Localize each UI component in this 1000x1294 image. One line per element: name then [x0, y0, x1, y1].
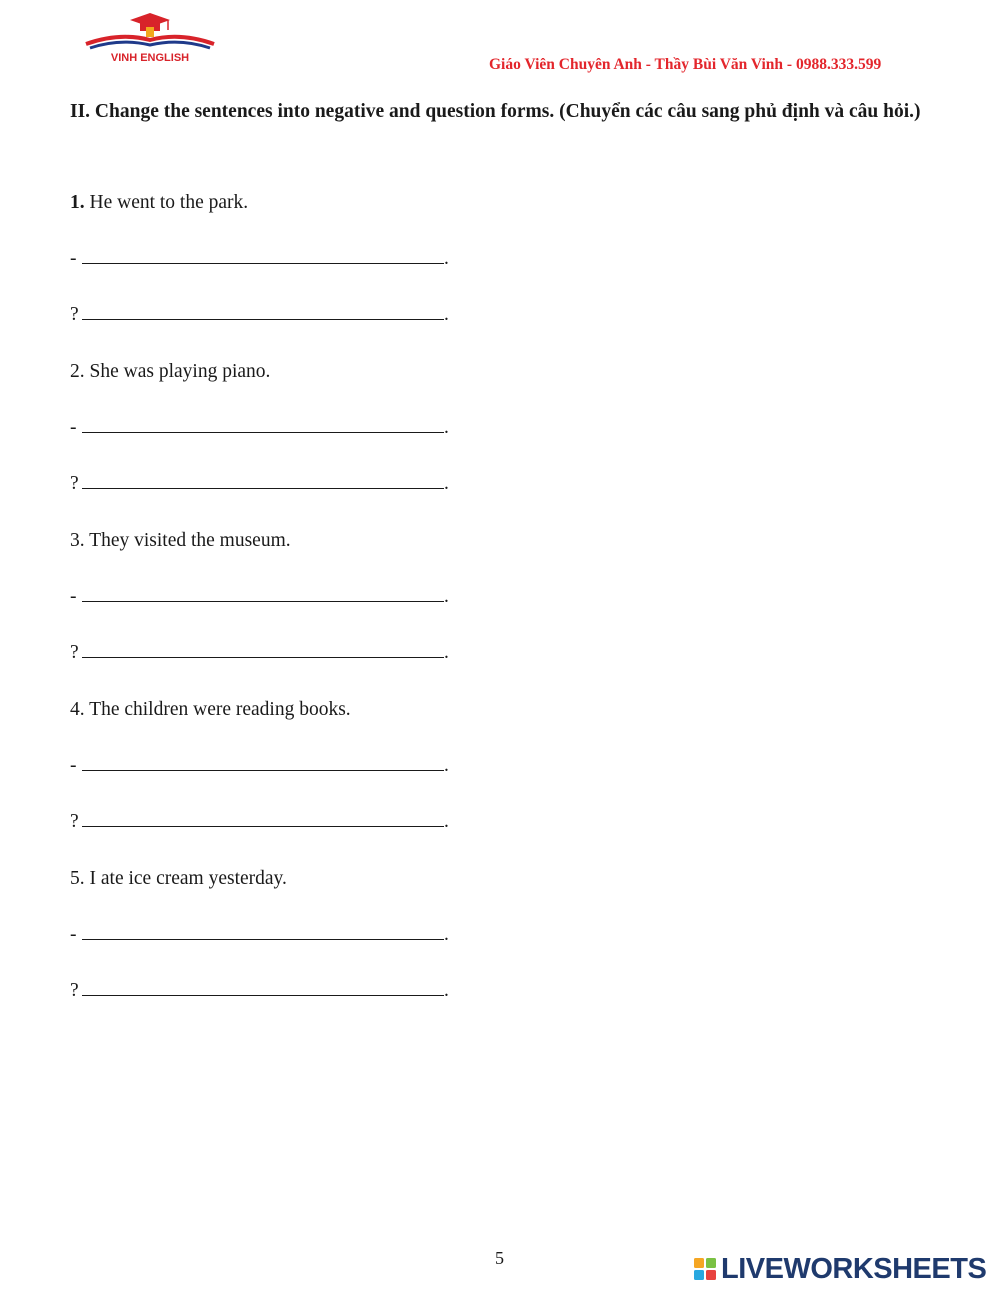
line-end-period: .: [444, 642, 449, 663]
page-number: 5: [495, 1248, 504, 1268]
negative-prefix: -: [70, 586, 77, 607]
negative-answer-blank[interactable]: [82, 600, 444, 602]
line-end-period: .: [444, 755, 449, 776]
question-number: 4.: [70, 699, 85, 720]
sentence-text: I ate ice cream yesterday.: [89, 868, 287, 889]
question-sentence: [70, 530, 291, 552]
sentence-text: They visited the museum.: [89, 530, 291, 551]
line-end-period: .: [444, 980, 449, 1001]
sentence-text: He went to the park.: [89, 192, 249, 213]
negative-prefix: -: [70, 248, 77, 269]
question-number: 3.: [70, 530, 85, 551]
line-end-period: .: [444, 248, 449, 269]
negative-answer-blank[interactable]: [82, 769, 444, 771]
vinh-english-logo: [80, 10, 220, 66]
question-prefix: ?: [70, 811, 79, 832]
teacher-header: Giáo Viên Chuyên Anh - Thầy Bùi Văn Vinh - 0988.333.599: [489, 56, 882, 73]
negative-prefix: -: [70, 755, 77, 776]
liveworksheets-logo: [693, 1253, 986, 1285]
question-sentence: [70, 192, 248, 214]
negative-answer-row: [70, 248, 449, 270]
line-end-period: .: [444, 924, 449, 945]
line-end-period: .: [444, 417, 449, 438]
line-end-period: .: [444, 473, 449, 494]
question-sentence: [70, 361, 270, 383]
question-prefix: ?: [70, 642, 79, 663]
negative-answer-row: [70, 417, 449, 439]
question-sentence: [70, 868, 287, 890]
negative-answer-row: [70, 586, 449, 608]
liveworksheets-blocks-icon: [693, 1257, 717, 1281]
negative-answer-row: [70, 924, 449, 946]
exercise-instruction: II. Change the sentences into negative and question forms. (Chuyển các câu sang phủ định và câu hỏi.): [70, 101, 921, 122]
question-answer-row: [70, 811, 449, 833]
negative-answer-row: [70, 755, 449, 777]
question-answer-row: [70, 642, 449, 664]
question-answer-row: [70, 304, 449, 326]
question-prefix: ?: [70, 980, 79, 1001]
question-answer-blank[interactable]: [82, 994, 444, 996]
negative-answer-blank[interactable]: [82, 938, 444, 940]
question-number: 5.: [70, 868, 85, 889]
liveworksheets-brand: LIVEWORKSHEETS: [721, 1252, 987, 1285]
question-answer-row: [70, 980, 449, 1002]
sentence-text: She was playing piano.: [89, 361, 271, 382]
line-end-period: .: [444, 811, 449, 832]
question-answer-blank[interactable]: [82, 487, 444, 489]
question-prefix: ?: [70, 473, 79, 494]
line-end-period: .: [444, 586, 449, 607]
graduation-cap-logo-icon: [130, 13, 170, 37]
negative-prefix: -: [70, 924, 77, 945]
question-sentence: [70, 699, 351, 721]
question-answer-blank[interactable]: [82, 825, 444, 827]
question-prefix: ?: [70, 304, 79, 325]
logo-text: VINH ENGLISH: [110, 52, 190, 64]
negative-answer-blank[interactable]: [82, 262, 444, 264]
question-answer-blank[interactable]: [82, 656, 444, 658]
sentence-text: The children were reading books.: [89, 699, 351, 720]
negative-prefix: -: [70, 417, 77, 438]
question-number: 1.: [70, 192, 85, 213]
question-answer-row: [70, 473, 449, 495]
negative-answer-blank[interactable]: [82, 431, 444, 433]
question-answer-blank[interactable]: [82, 318, 444, 320]
line-end-period: .: [444, 304, 449, 325]
question-number: 2.: [70, 361, 85, 382]
